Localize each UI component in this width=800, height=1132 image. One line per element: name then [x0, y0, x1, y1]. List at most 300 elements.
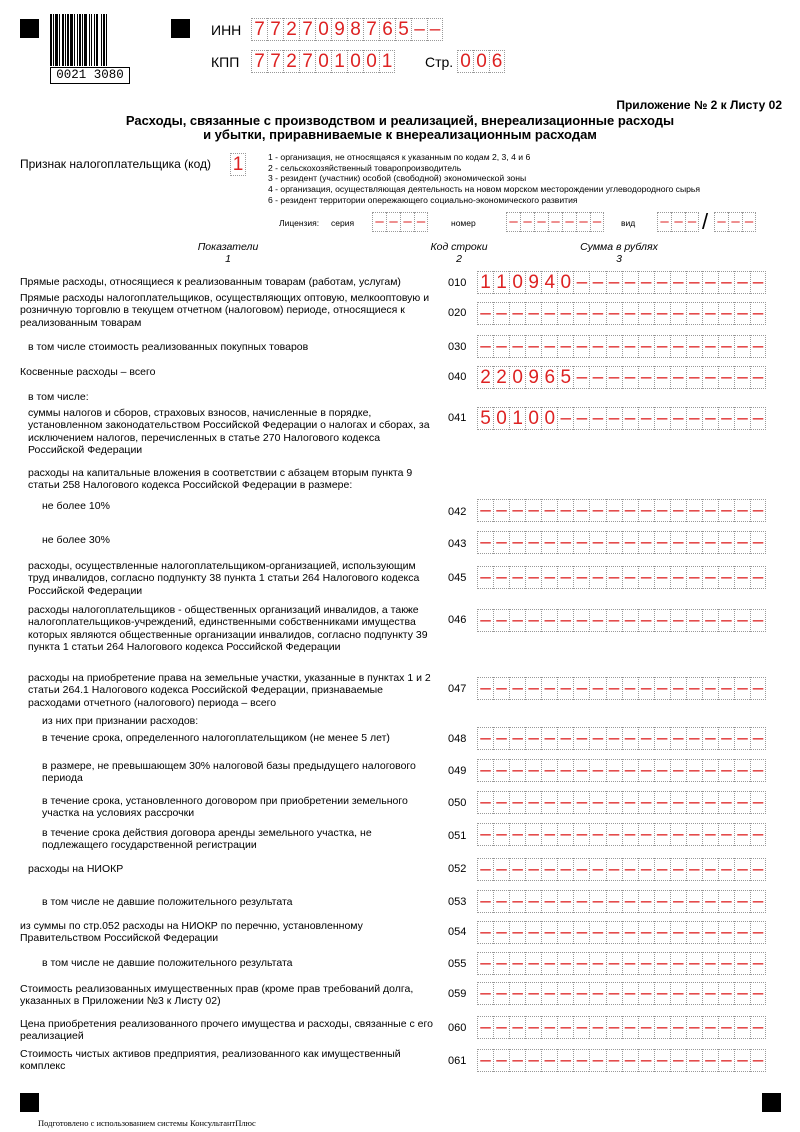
amount-char-cell: – — [638, 407, 654, 430]
page-label: Стр. — [425, 54, 454, 70]
amount-char-cell: – — [541, 677, 557, 700]
amount-char-cell: – — [509, 677, 525, 700]
amount-char-cell: – — [670, 302, 686, 325]
amount-char-cell: – — [573, 890, 589, 913]
char-cell: – — [742, 212, 756, 232]
amount-char-cell: – — [606, 531, 622, 554]
amount-char-cell: 1 — [493, 271, 509, 294]
amount-char-cell: – — [509, 791, 525, 814]
amount-field[interactable] — [477, 531, 766, 554]
amount-char-cell: – — [541, 727, 557, 750]
amount-char-cell: – — [525, 952, 541, 975]
row-label: Косвенные расходы – всего — [20, 366, 156, 378]
license-number-field[interactable] — [506, 212, 604, 232]
amount-char-cell: – — [686, 499, 702, 522]
char-cell: – — [714, 212, 728, 232]
amount-char-cell: – — [557, 791, 573, 814]
amount-char-cell: – — [686, 727, 702, 750]
amount-char-cell: – — [589, 727, 605, 750]
amount-char-cell: – — [541, 499, 557, 522]
amount-char-cell: – — [606, 890, 622, 913]
amount-char-cell: – — [686, 858, 702, 881]
amount-char-cell: – — [622, 1016, 638, 1039]
amount-char-cell: – — [589, 609, 605, 632]
amount-char-cell: – — [622, 982, 638, 1005]
amount-char-cell: – — [606, 921, 622, 944]
license-number-label: номер — [451, 218, 476, 228]
row-label: расходы налогоплательщиков - общественных организаций инвалидов, а также налогоплательщиков-учреждений, единственными собственниками имущества которых являются общественные организации инвалидов, согласно подпункту 39 пункта 1 статьи 264 Налогового кодекса Российской Федерации — [28, 604, 428, 654]
amount-char-cell: – — [573, 335, 589, 358]
amount-char-cell: – — [525, 499, 541, 522]
char-cell: 9 — [331, 18, 347, 41]
amount-char-cell: – — [718, 823, 734, 846]
amount-field[interactable] — [477, 791, 766, 814]
amount-char-cell: – — [589, 366, 605, 389]
amount-char-cell: – — [718, 366, 734, 389]
amount-field[interactable] — [477, 1016, 766, 1039]
amount-char-cell: – — [702, 677, 718, 700]
char-cell: 6 — [489, 50, 505, 73]
amount-char-cell: – — [734, 982, 750, 1005]
amount-char-cell: – — [686, 366, 702, 389]
amount-char-cell: – — [493, 858, 509, 881]
amount-char-cell: – — [750, 1016, 766, 1039]
amount-char-cell: – — [702, 982, 718, 1005]
corner-marker-top-left — [20, 19, 39, 38]
char-cell: 7 — [267, 50, 283, 73]
amount-char-cell: – — [686, 677, 702, 700]
amount-char-cell: – — [606, 823, 622, 846]
amount-field[interactable] — [477, 858, 766, 881]
page-title — [100, 114, 700, 142]
char-cell: 1 — [331, 50, 347, 73]
amount-char-cell: – — [557, 335, 573, 358]
amount-char-cell: – — [654, 727, 670, 750]
amount-char-cell: – — [606, 271, 622, 294]
amount-char-cell: – — [557, 890, 573, 913]
amount-char-cell: – — [638, 609, 654, 632]
amount-char-cell: – — [622, 677, 638, 700]
char-cell: 0 — [315, 18, 331, 41]
amount-char-cell: – — [638, 566, 654, 589]
amount-char-cell: – — [686, 1016, 702, 1039]
amount-char-cell: – — [622, 271, 638, 294]
amount-char-cell: – — [509, 609, 525, 632]
amount-char-cell: – — [541, 952, 557, 975]
amount-char-cell: – — [606, 499, 622, 522]
amount-char-cell: – — [654, 566, 670, 589]
amount-field[interactable] — [477, 407, 766, 430]
amount-field[interactable] — [477, 890, 766, 913]
amount-char-cell: – — [622, 890, 638, 913]
amount-char-cell: – — [654, 858, 670, 881]
amount-char-cell: – — [525, 823, 541, 846]
amount-char-cell: – — [493, 1049, 509, 1072]
amount-char-cell: – — [654, 982, 670, 1005]
amount-char-cell: – — [686, 823, 702, 846]
amount-char-cell: – — [509, 982, 525, 1005]
amount-char-cell: – — [622, 302, 638, 325]
amount-char-cell: – — [606, 1016, 622, 1039]
amount-char-cell: – — [638, 1016, 654, 1039]
amount-field[interactable] — [477, 335, 766, 358]
amount-field[interactable] — [477, 609, 766, 632]
char-cell: 7 — [267, 18, 283, 41]
amount-char-cell: – — [606, 791, 622, 814]
amount-char-cell: – — [589, 759, 605, 782]
char-cell: 0 — [363, 50, 379, 73]
license-kind-field-a[interactable] — [657, 212, 699, 232]
amount-char-cell: – — [525, 727, 541, 750]
row-label: из них при признании расходов: — [42, 715, 199, 727]
amount-char-cell: 9 — [525, 271, 541, 294]
amount-char-cell: – — [541, 982, 557, 1005]
amount-char-cell: – — [702, 1016, 718, 1039]
amount-char-cell: – — [477, 677, 493, 700]
amount-char-cell: – — [670, 759, 686, 782]
row-code: 045 — [448, 572, 467, 584]
row-code: 047 — [448, 683, 467, 695]
row-code: 041 — [448, 412, 467, 424]
amount-char-cell: – — [493, 759, 509, 782]
amount-char-cell: – — [606, 677, 622, 700]
amount-char-cell: – — [509, 499, 525, 522]
amount-char-cell: – — [718, 335, 734, 358]
amount-char-cell: – — [654, 1049, 670, 1072]
column-header-line-code-title: Код строки — [430, 241, 488, 253]
amount-char-cell: – — [541, 1049, 557, 1072]
amount-field[interactable] — [477, 982, 766, 1005]
amount-char-cell: – — [654, 302, 670, 325]
license-kind-slash: / — [702, 209, 709, 234]
amount-char-cell: – — [509, 531, 525, 554]
amount-char-cell: – — [702, 531, 718, 554]
amount-char-cell: – — [509, 952, 525, 975]
amount-char-cell: – — [670, 335, 686, 358]
amount-char-cell: – — [638, 823, 654, 846]
amount-char-cell: – — [718, 1049, 734, 1072]
amount-char-cell: – — [718, 890, 734, 913]
amount-char-cell: – — [509, 921, 525, 944]
amount-char-cell: – — [589, 921, 605, 944]
row-label: из суммы по стр.052 расходы на НИОКР по перечню, установленному Правительством Российской Федерации — [20, 920, 363, 945]
amount-field[interactable] — [477, 302, 766, 325]
amount-char-cell: – — [557, 921, 573, 944]
amount-char-cell: – — [509, 335, 525, 358]
amount-char-cell: – — [638, 1049, 654, 1072]
amount-char-cell: – — [686, 566, 702, 589]
amount-char-cell: – — [606, 302, 622, 325]
amount-char-cell: – — [622, 921, 638, 944]
amount-char-cell: – — [734, 677, 750, 700]
amount-char-cell: – — [638, 921, 654, 944]
amount-char-cell: 1 — [477, 271, 493, 294]
row-label: не более 30% — [42, 534, 110, 546]
amount-char-cell: – — [622, 499, 638, 522]
char-cell: 7 — [299, 50, 315, 73]
amount-char-cell: – — [477, 1049, 493, 1072]
amount-char-cell: – — [750, 982, 766, 1005]
amount-char-cell: – — [606, 1049, 622, 1072]
amount-char-cell: – — [750, 335, 766, 358]
amount-char-cell: – — [477, 1016, 493, 1039]
amount-char-cell: – — [750, 366, 766, 389]
amount-char-cell: 6 — [541, 366, 557, 389]
amount-char-cell: – — [670, 407, 686, 430]
amount-char-cell: – — [734, 823, 750, 846]
amount-char-cell: – — [573, 921, 589, 944]
amount-char-cell: – — [670, 982, 686, 1005]
amount-char-cell: – — [589, 823, 605, 846]
row-label: Цена приобретения реализованного прочего имущества и расходы, связанные с его реализацией — [20, 1018, 433, 1043]
amount-field[interactable] — [477, 1049, 766, 1072]
amount-char-cell: – — [509, 566, 525, 589]
amount-char-cell: – — [622, 952, 638, 975]
amount-char-cell: – — [750, 1049, 766, 1072]
amount-char-cell: – — [606, 858, 622, 881]
amount-char-cell: – — [670, 858, 686, 881]
amount-char-cell: – — [622, 858, 638, 881]
amount-char-cell: – — [525, 858, 541, 881]
amount-field[interactable] — [477, 366, 766, 389]
char-cell: – — [372, 212, 386, 232]
char-cell: – — [414, 212, 428, 232]
amount-char-cell: – — [750, 823, 766, 846]
page-title-line1: Расходы, связанные с производством и реализацией, внереализационные расходы — [125, 113, 675, 128]
amount-char-cell: – — [493, 499, 509, 522]
char-cell: – — [728, 212, 742, 232]
amount-char-cell: – — [509, 302, 525, 325]
amount-char-cell: – — [686, 952, 702, 975]
amount-char-cell: – — [734, 921, 750, 944]
amount-char-cell: – — [654, 677, 670, 700]
amount-char-cell: – — [541, 609, 557, 632]
char-cell: – — [506, 212, 520, 232]
amount-char-cell: – — [638, 335, 654, 358]
kpp-field[interactable] — [251, 50, 395, 73]
row-label: расходы на НИОКР — [28, 863, 124, 875]
amount-char-cell: – — [557, 759, 573, 782]
amount-char-cell: – — [734, 531, 750, 554]
amount-char-cell: – — [686, 921, 702, 944]
amount-char-cell: – — [589, 302, 605, 325]
amount-char-cell: – — [493, 921, 509, 944]
amount-char-cell: – — [686, 609, 702, 632]
amount-char-cell: – — [557, 952, 573, 975]
amount-char-cell: – — [670, 890, 686, 913]
amount-char-cell: – — [638, 499, 654, 522]
column-header-indicators — [178, 241, 278, 265]
char-cell: – — [685, 212, 699, 232]
amount-char-cell: – — [589, 982, 605, 1005]
row-label: Стоимость чистых активов предприятия, реализованного как имущественный комплекс — [20, 1048, 401, 1073]
char-cell: 0 — [457, 50, 473, 73]
amount-char-cell: – — [589, 531, 605, 554]
amount-char-cell: – — [493, 791, 509, 814]
amount-char-cell: – — [702, 609, 718, 632]
row-code: 046 — [448, 614, 467, 626]
amount-char-cell: – — [557, 858, 573, 881]
row-code: 043 — [448, 538, 467, 550]
amount-char-cell: – — [622, 366, 638, 389]
amount-char-cell: – — [573, 1016, 589, 1039]
amount-char-cell: – — [573, 677, 589, 700]
column-header-indicators-title: Показатели — [197, 241, 259, 253]
amount-char-cell: – — [509, 858, 525, 881]
char-cell: 8 — [347, 18, 363, 41]
amount-char-cell: – — [654, 609, 670, 632]
amount-char-cell: – — [525, 335, 541, 358]
row-code: 010 — [448, 277, 467, 289]
amount-char-cell: – — [589, 890, 605, 913]
amount-char-cell: – — [718, 921, 734, 944]
amount-char-cell: – — [654, 952, 670, 975]
amount-char-cell: – — [493, 1016, 509, 1039]
amount-char-cell: – — [750, 271, 766, 294]
amount-char-cell: – — [734, 759, 750, 782]
row-code: 042 — [448, 506, 467, 518]
amount-char-cell: – — [750, 759, 766, 782]
amount-char-cell: – — [654, 531, 670, 554]
amount-char-cell: 9 — [525, 366, 541, 389]
amount-field[interactable] — [477, 499, 766, 522]
amount-char-cell: – — [573, 791, 589, 814]
amount-char-cell: – — [750, 531, 766, 554]
amount-char-cell: – — [509, 727, 525, 750]
char-cell: – — [562, 212, 576, 232]
row-label: не более 10% — [42, 500, 110, 512]
amount-char-cell: – — [654, 499, 670, 522]
amount-field[interactable] — [477, 677, 766, 700]
amount-char-cell: – — [589, 566, 605, 589]
amount-char-cell: – — [525, 566, 541, 589]
amount-char-cell: – — [525, 890, 541, 913]
row-label: в течение срока действия договора аренды земельного участка, не подлежащего государственной регистрации — [42, 827, 372, 852]
amount-char-cell: – — [573, 823, 589, 846]
amount-field[interactable] — [477, 823, 766, 846]
amount-char-cell: – — [734, 302, 750, 325]
column-header-line-code-number: 2 — [456, 253, 462, 265]
column-header-amount — [564, 241, 674, 265]
char-cell: 7 — [251, 18, 267, 41]
amount-char-cell: – — [734, 890, 750, 913]
amount-char-cell: – — [525, 609, 541, 632]
page-number-field[interactable] — [457, 50, 505, 73]
char-cell: – — [427, 18, 443, 41]
amount-char-cell: – — [541, 566, 557, 589]
amount-char-cell: – — [638, 791, 654, 814]
amount-char-cell: – — [638, 531, 654, 554]
kpp-label: КПП — [211, 54, 240, 70]
amount-field[interactable] — [477, 271, 766, 294]
amount-char-cell: – — [750, 858, 766, 881]
license-kind-field-b[interactable] — [714, 212, 756, 232]
amount-char-cell: – — [589, 858, 605, 881]
row-label: в размере, не превышающем 30% налоговой базы предыдущего налогового периода — [42, 760, 416, 785]
row-code: 051 — [448, 830, 467, 842]
amount-char-cell: – — [493, 302, 509, 325]
char-cell: – — [576, 212, 590, 232]
amount-char-cell: – — [686, 302, 702, 325]
amount-char-cell: 0 — [541, 407, 557, 430]
amount-char-cell: – — [477, 921, 493, 944]
amount-field[interactable] — [477, 566, 766, 589]
amount-char-cell: – — [557, 677, 573, 700]
amount-char-cell: – — [654, 890, 670, 913]
amount-char-cell: – — [734, 407, 750, 430]
amount-char-cell: – — [573, 759, 589, 782]
row-label: Прямые расходы, относящиеся к реализованным товарам (работам, услугам) — [20, 276, 401, 288]
amount-field[interactable] — [477, 759, 766, 782]
row-label: в течение срока, определенного налогоплательщиком (не менее 5 лет) — [42, 732, 390, 744]
taxpayer-sign-option: 4 - организация, осуществляющая деятельность на новом морском месторождении углеводородного сырья — [268, 184, 701, 195]
row-code: 061 — [448, 1055, 467, 1067]
taxpayer-sign-option: 3 - резидент (участник) особой (свободной) экономической зоны — [268, 173, 527, 184]
amount-char-cell: 0 — [509, 366, 525, 389]
char-cell: – — [520, 212, 534, 232]
amount-char-cell: – — [606, 759, 622, 782]
amount-char-cell: – — [509, 823, 525, 846]
amount-char-cell: – — [702, 407, 718, 430]
amount-char-cell: – — [606, 982, 622, 1005]
amount-char-cell: – — [670, 499, 686, 522]
amount-char-cell: – — [493, 727, 509, 750]
char-cell: 7 — [363, 18, 379, 41]
row-code: 020 — [448, 307, 467, 319]
amount-char-cell: – — [718, 759, 734, 782]
license-series-field[interactable] — [372, 212, 428, 232]
amount-char-cell: – — [493, 890, 509, 913]
amount-char-cell: – — [525, 531, 541, 554]
taxpayer-sign-label: Признак налогоплательщика (код) — [20, 157, 211, 171]
amount-char-cell: – — [702, 727, 718, 750]
amount-field[interactable] — [477, 921, 766, 944]
char-cell: 6 — [379, 18, 395, 41]
char-cell: 1 — [379, 50, 395, 73]
amount-char-cell: – — [541, 823, 557, 846]
amount-char-cell: 0 — [557, 271, 573, 294]
taxpayer-sign-field[interactable] — [230, 153, 246, 176]
amount-char-cell: – — [606, 609, 622, 632]
amount-char-cell: – — [654, 366, 670, 389]
amount-char-cell: – — [541, 1016, 557, 1039]
amount-char-cell: – — [718, 858, 734, 881]
amount-char-cell: – — [493, 823, 509, 846]
amount-field[interactable] — [477, 952, 766, 975]
row-label: расходы на капитальные вложения в соответствии с абзацем вторым пункта 9 статьи 258 Налогового кодекса Российской Федерации в размере: — [28, 467, 413, 492]
amount-char-cell: – — [734, 858, 750, 881]
amount-char-cell: 0 — [509, 271, 525, 294]
amount-char-cell: – — [734, 366, 750, 389]
amount-char-cell: – — [718, 952, 734, 975]
amount-char-cell: – — [477, 302, 493, 325]
amount-char-cell: – — [606, 366, 622, 389]
amount-char-cell: – — [750, 407, 766, 430]
row-code: 040 — [448, 371, 467, 383]
amount-char-cell: – — [573, 727, 589, 750]
amount-char-cell: – — [541, 759, 557, 782]
amount-char-cell: – — [525, 791, 541, 814]
amount-char-cell: – — [734, 727, 750, 750]
amount-char-cell: – — [477, 890, 493, 913]
amount-char-cell: – — [718, 271, 734, 294]
amount-char-cell: – — [606, 407, 622, 430]
amount-field[interactable] — [477, 727, 766, 750]
row-label: в течение срока, установленного договором при приобретении земельного участка на условиях рассрочки — [42, 795, 408, 820]
inn-field[interactable] — [251, 18, 443, 41]
amount-char-cell: – — [702, 1049, 718, 1072]
char-cell: 0 — [315, 50, 331, 73]
